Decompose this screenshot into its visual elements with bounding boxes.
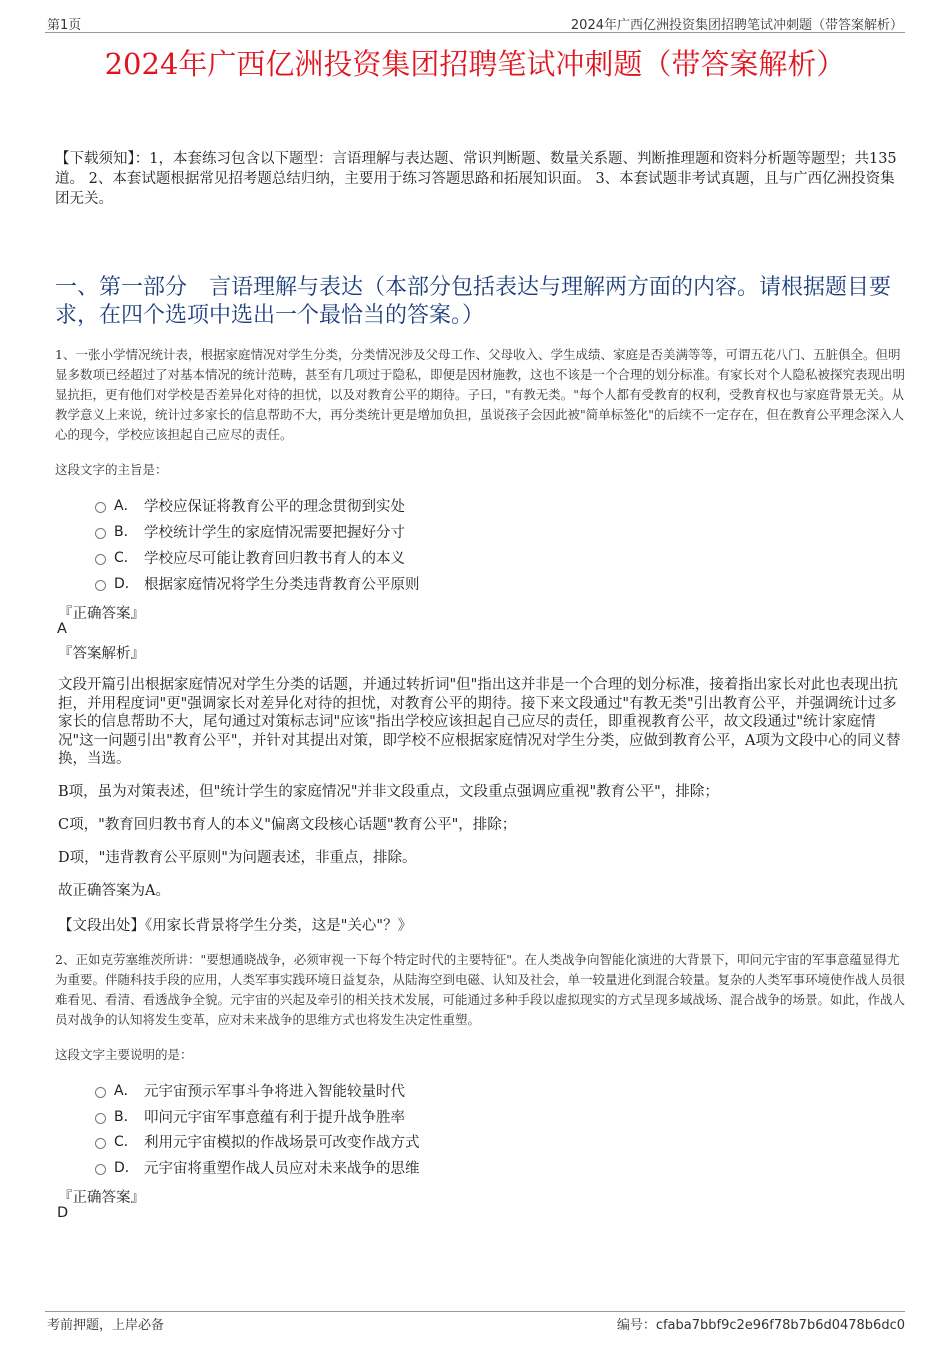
section-heading: 一、第一部分 言语理解与表达（本部分包括表达与理解两方面的内容。请根据题目要求，在四个选项中选出一个最恰当的答案。） [55, 275, 892, 328]
header-doc-title: 2024年广西亿洲投资集团招聘笔试冲刺题（带答案解析） [570, 18, 903, 33]
q1-option-d[interactable]: D． 根据家庭情况将学生分类违背教育公平原则 [95, 573, 420, 593]
question-1-prompt: 这段文字的主旨是： [55, 462, 168, 477]
q1-analysis-conclusion: 故正确答案为A。 [58, 883, 170, 899]
q2-option-b[interactable]: B． 叩问元宇宙军事意蕴有利于提升战争胜率 [95, 1106, 405, 1126]
q1-analysis-c: C项，"教育回归教书育人的本义"偏离文段核心话题"教育公平"，排除； [58, 817, 517, 833]
radio-icon[interactable] [95, 580, 106, 591]
q1-answer: A [57, 621, 67, 637]
q1-analysis-main: 文段开篇引出根据家庭情况对学生分类的话题，并通过转折词"但"指出这并非是一个合理的划分标准，接着指出家长对此也表现出抗拒，并用程度词"更"强调家长对差异化对待的担忧，对教育公平的期待。接下来文段通过"有教无类"引出教育公平，并强调统计过多家长的信息帮助不大，尾句通过对策标志词"应该"指出学校应该担起自己应尽的责任，即重视教育公平，故文段通过"统计家庭情况"这一问题引出"教育公平"，并针对其提出对策，即学校不应根据家庭情况对学生分类，应做到教育公平，A项为文段中心的同义替换，当选。 [58, 677, 901, 767]
q1-option-b[interactable]: B． 学校统计学生的家庭情况需要把握好分寸 [95, 521, 405, 541]
radio-icon[interactable] [95, 554, 106, 565]
page-number: 第1页 [47, 18, 82, 33]
q2-answer-label: 『正确答案』 [58, 1190, 145, 1206]
question-1-text: 1、一张小学情况统计表，根据家庭情况对学生分类，分类情况涉及父母工作、父母收入、学生成绩、家庭是否美满等等，可谓五花八门、五脏俱全。但明显多数项已经超过了对基本情况的统计范畴，甚至有几项过于隐私，即便是因材施教，这也不该是一个合理的划分标准。有家长对个人隐私被探究表现出明显抗拒，更有他们对学校是否差异化对待的担忧，以及对教育公平的期待。子曰，"有教无类。"每个人都有受教育的权利，受教育权也与家庭背景无关。从教学意义上来说，统计过多家长的信息帮助不大，再分类统计更是增加负担，虽说孩子会因此被"简单标签化"的后续不一定存在，但在教育公平理念深入人心的现今，学校应该担起自己应尽的责任。 [55, 347, 906, 442]
radio-icon[interactable] [95, 528, 106, 539]
footer-divider [45, 1311, 905, 1312]
radio-icon[interactable] [95, 1164, 106, 1175]
q2-option-c[interactable]: C． 利用元宇宙模拟的作战场景可改变作战方式 [95, 1131, 420, 1151]
q2-answer: D [57, 1205, 69, 1221]
header-divider [45, 32, 905, 33]
q1-answer-label: 『正确答案』 [58, 606, 145, 622]
footer-slogan: 考前押题，上岸必备 [47, 1318, 165, 1333]
question-2-text: 2、正如克劳塞维茨所讲："要想通晓战争，必须审视一下每个特定时代的主要特征"。在人类战争向智能化演进的大背景下，叩问元宇宙的军事意蕴显得尤为重要。伴随科技手段的应用，人类军事实践环境日益复杂，从陆海空到电磁、认知及社会，单一较量进化到混合较量。复杂的人类军事环境使作战人员很难看见、看清、看透战争全貌。元宇宙的兴起及牵引的相关技术发展，可能通过多种手段以虚拟现实的方式呈现多域战场、混合战争的场景。如此，作战人员对战争的认知将发生变革，应对未来战争的思维方式也将发生决定性重塑。 [55, 952, 906, 1027]
radio-icon[interactable] [95, 1087, 106, 1098]
q2-option-d[interactable]: D． 元宇宙将重塑作战人员应对未来战争的思维 [95, 1157, 420, 1177]
q1-option-a[interactable]: A． 学校应保证将教育公平的理念贯彻到实处 [95, 495, 405, 515]
q2-option-a[interactable]: A． 元宇宙预示军事斗争将进入智能较量时代 [95, 1080, 405, 1100]
radio-icon[interactable] [95, 502, 106, 513]
question-2-prompt: 这段文字主要说明的是： [55, 1047, 193, 1062]
download-notice: 【下载须知】：1，本套练习包含以下题型：言语理解与表达题、常识判断题、数量关系题、判断推理题和资料分析题等题型；共135道。 2、本套试题根据常见招考题总结归纳，主要用于练习答题思路和拓展知识面。 3、本套试题非考试真题，且与广西亿洲投资集团无关。 [55, 151, 897, 207]
radio-icon[interactable] [95, 1113, 106, 1124]
q1-analysis-label: 『答案解析』 [58, 646, 145, 662]
page-title: 2024年广西亿洲投资集团招聘笔试冲刺题（带答案解析） [104, 47, 846, 81]
q1-analysis-b: B项，虽为对策表述，但"统计学生的家庭情况"并非文段重点，文段重点强调应重视"教育公平"，排除； [58, 784, 719, 800]
footer-doc-id: 编号：cfaba7bbf9c2e96f78b7b6d0478b6dc0 [616, 1318, 905, 1333]
q1-analysis-d: D项，"违背教育公平原则"为问题表述，非重点，排除。 [58, 850, 417, 866]
radio-icon[interactable] [95, 1138, 106, 1149]
q1-source: 【文段出处】《用家长背景将学生分类，这是"关心"？》 [58, 918, 413, 934]
q1-option-c[interactable]: C． 学校应尽可能让教育回归教书育人的本义 [95, 547, 405, 567]
